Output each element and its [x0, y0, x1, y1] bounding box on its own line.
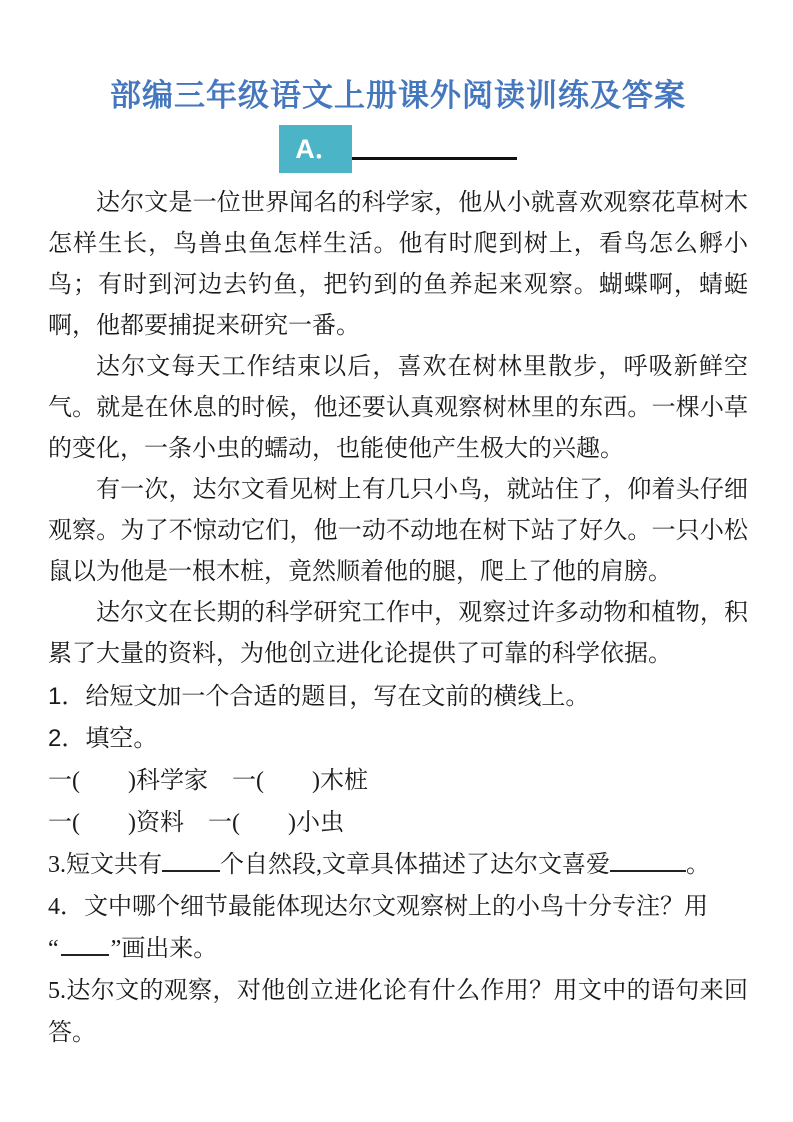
answer-blank: [162, 848, 220, 872]
reading-passage: [48, 183, 748, 675]
passage-paragraph: 达尔文每天工作结束以后，喜欢在树林里散步，呼吸新鲜空气。就是在休息的时候，他还要认真观察树林里的东西。一棵小草的变化，一条小虫的蠕动，也能使他产生极大的兴趣。: [48, 354, 748, 462]
question-3-text: 个自然段,文章具体描述了达尔文喜爱: [220, 852, 610, 878]
title-blank-line: [352, 157, 517, 160]
question-2-label: 2．填空。: [48, 725, 158, 752]
underline-mark: [61, 932, 109, 956]
passage-paragraph: 达尔文是一位世界闻名的科学家，他从小就喜欢观察花草树木怎样生长，鸟兽虫鱼怎样生活。他有时爬到树上，看鸟怎么孵小鸟；有时到河边去钓鱼，把钓到的鱼养起来观察。蝴蝶啊，蜻蜓啊，他都要捕捉来研究一番。: [48, 190, 748, 339]
passage-paragraph: 有一次，达尔文看见树上有几只小鸟，就站住了，仰着头仔细观察。为了不惊动它们，他一动不动地在树下站了好久。一只小松鼠以为他是一根木桩，竟然顺着他的腿，爬上了他的肩膀。: [48, 477, 748, 585]
question-2-row: 一( )资料 一( )小虫: [48, 810, 344, 836]
question-3-text: 。: [686, 852, 710, 878]
questions-section: [48, 676, 748, 1054]
passage-paragraph: 达尔文在长期的科学研究工作中，观察过许多动物和植物，积累了大量的资料，为他创立进化论提供了可靠的科学依据。: [48, 600, 748, 667]
quote-open: “: [48, 936, 59, 962]
question-5: 5.达尔文的观察，对他创立进化论有什么作用？用文中的语句来回答。: [48, 978, 748, 1046]
question-3: [48, 844, 748, 886]
section-label: A．: [279, 125, 352, 173]
question-4: [48, 886, 748, 970]
question-3-text: 3.短文共有: [48, 852, 162, 878]
section-heading: [48, 122, 748, 176]
quote-close: ”: [110, 936, 122, 962]
page-title: 部编三年级语文上册课外阅读训练及答案: [110, 78, 686, 113]
question-4-text: 4．文中哪个细节最能体现达尔文观察树上的小鸟十分专注？用: [48, 894, 708, 920]
question-1: 1．给短文加一个合适的题目，写在文前的横线上。: [48, 683, 590, 710]
question-2-row: 一( )科学家 一( )木桩: [48, 768, 368, 794]
answer-blank: [610, 848, 686, 872]
question-4-text: 画出来。: [121, 936, 218, 962]
